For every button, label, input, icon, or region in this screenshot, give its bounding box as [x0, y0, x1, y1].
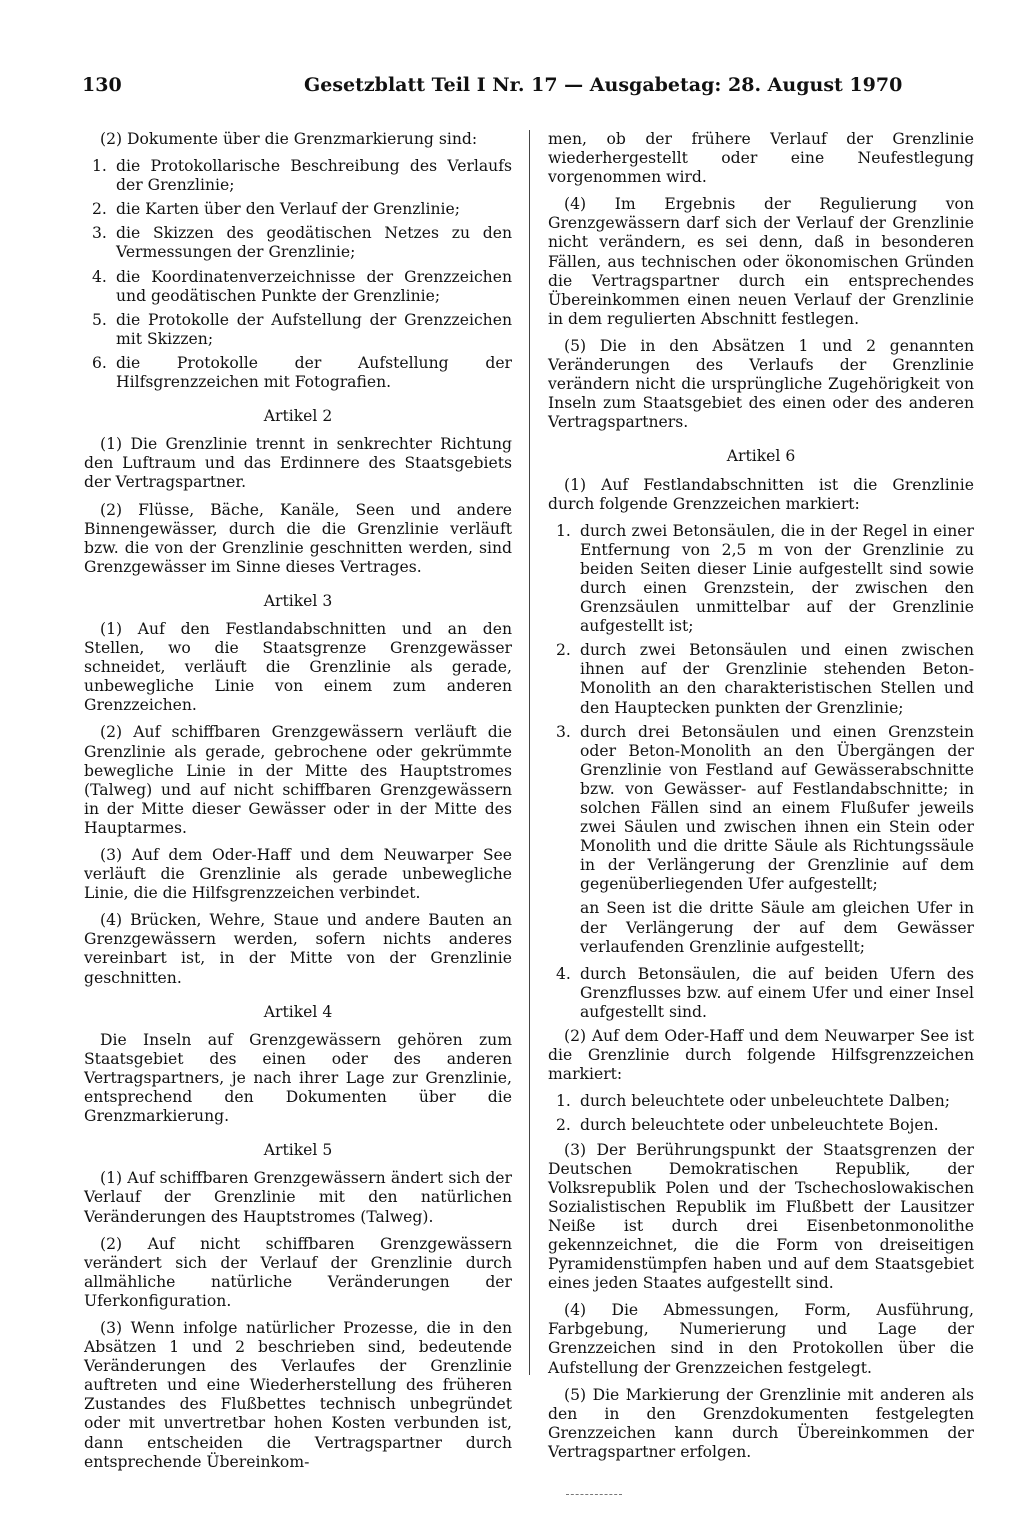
article-heading: Artikel 5 [263, 1141, 333, 1160]
running-title: Gesetzblatt Teil I Nr. 17 — Ausgabetag: 28. August 1970 [304, 74, 903, 96]
list-item: 1. durch beleuchtete oder unbeleuchtete Dalben; [556, 1092, 950, 1111]
page-number: 130 [82, 74, 122, 96]
paragraph: (2) Dokumente über die Grenzmarkierung sind: [100, 130, 478, 148]
list-item: 6. die Protokolle der Aufstellung der Hilfsgrenzzeichen mit Fotografien. [92, 353, 512, 392]
list-item: 3. die Skizzen des geodätischen Netzes zu den Vermessungen der Grenzlinie; [92, 224, 512, 262]
list-item: 2. durch beleuchtete oder unbeleuchtete Bojen. [556, 1116, 939, 1135]
left-column [84, 130, 512, 1480]
article-heading: Artikel 4 [263, 1002, 333, 1021]
list-item: 2. durch zwei Betonsäulen und einen zwischen ihnen auf der Grenzlinie stehenden Beton-Monolith an den charakteristischen Stellen und den Hauptecken punkten der Grenzlinie; [556, 641, 974, 717]
paragraph: (2) Auf schiffbaren Grenzgewässern verläuft die Grenzlinie als gerade, gebrochene oder gekrümmte bewegliche Linie in der Mitte des Hauptstromes (Talweg) und auf nicht schiffbaren Grenzgewässern in der Mitte dieser Gewässer oder in der Mitte des Hauptarmes. [84, 723, 512, 837]
article-heading: Artikel 3 [263, 591, 333, 610]
list-item: 3. durch drei Betonsäulen und einen Grenzstein oder Beton-Monolith an den Übergängen der Grenzlinie von Festland auf Gewässerabschnitte bzw. von Gewässer- auf Festlandabschnitte; in solchen Fällen sind an einem Flußufer jeweils zwei Säulen und zwischen ihnen ein Stein oder Monolith und die dritte Säule als Richtungssäule in der Verlängerung der Grenzlinie auf dem gegenüberliegenden Ufer aufgestellt; [556, 722, 974, 894]
paragraph: Die Inseln auf Grenzgewässern gehören zum Staatsgebiet des einen oder des anderen Vertragspartners, je nach ihrer Lage zur Grenzlinie, entsprechend den Dokumenten über die Grenzmarkierung. [84, 1030, 512, 1126]
paragraph: (1) Die Grenzlinie trennt in senkrechter Richtung den Luftraum und das Erdinnere des Staatsgebiets der Vertragspartner. [84, 435, 512, 492]
article-heading: Artikel 2 [263, 407, 333, 426]
paragraph: (3) Wenn infolge natürlicher Prozesse, die in den Absätzen 1 und 2 beschrieben sind, bedeutende Veränderungen des Verlaufes der Grenzlinie auftreten und eine Wiederherstellung des früheren Zustandes des Flußbettes technisch unbegründet oder mit unvertretbar hohen Kosten verbunden ist, dann entscheiden die Vertragspartner durch entsprechende Übereinkom- [84, 1318, 512, 1471]
list-item: 5. die Protokolle der Aufstellung der Grenzzeichen mit Skizzen; [92, 310, 512, 348]
paragraph: (1) Auf Festlandabschnitten ist die Grenzlinie durch folgende Grenzzeichen markiert: [548, 475, 974, 513]
list-subparagraph: an Seen ist die dritte Säule am gleichen Ufer in der Verlängerung der auf dem Gewässer verlaufenden Grenzlinie aufgestellt; [580, 899, 974, 956]
list-item: 2. die Karten über den Verlauf der Grenzlinie; [92, 200, 460, 219]
paragraph: (2) Flüsse, Bäche, Kanäle, Seen und andere Binnengewässer, durch die die Grenzlinie verläuft bzw. die von der Grenzlinie geschnitten werden, sind Grenzgewässer im Sinne dieses Vertrages. [84, 500, 512, 576]
list-item: 4. durch Betonsäulen, die auf beiden Ufern des Grenzflusses bzw. auf einem Ufer und einer Insel aufgestellt sind. [556, 964, 974, 1021]
right-column [548, 130, 974, 1470]
paragraph: (5) Die in den Absätzen 1 und 2 genannten Veränderungen des Verlaufs der Grenzlinie verändern nicht die ursprüngliche Zugehörigkeit von Inseln zum Staatsgebiet des einen oder des anderen Vertragspartners. [548, 336, 974, 432]
paragraph: (3) Auf dem Oder-Haff und dem Neuwarper See verläuft die Grenzlinie als gerade unbewegliche Linie, die die Hilfsgrenzzeichen verbindet. [84, 846, 512, 903]
list-hilfsgrenzzeichen [548, 1092, 974, 1135]
paragraph: (4) Brücken, Wehre, Staue und andere Bauten an Grenzgewässern werden, sofern nichts anderes vereinbart ist, in der Mitte von der Grenzlinie geschnitten. [84, 911, 512, 987]
paragraph: (1) Auf schiffbaren Grenzgewässern ändert sich der Verlauf der Grenzlinie mit den natürlichen Veränderungen des Hauptstromes (Talweg). [84, 1169, 512, 1226]
paragraph: (4) Im Ergebnis der Regulierung von Grenzgewässern darf sich der Verlauf der Grenzlinie nicht verändern, es sei denn, daß in besonderen Fällen, aus technischen oder ökonomischen Gründen die Vertragspartner durch ein entsprechendes Übereinkommen einen neuen Verlauf der Grenzlinie in dem regulierten Abschnitt festlegen. [548, 195, 974, 328]
paragraph-continuation: men, ob der frühere Verlauf der Grenzlinie wiederhergestellt oder eine Neufestlegung vorgenommen wird. [548, 130, 974, 187]
list-item: 4. die Koordinatenverzeichnisse der Grenzzeichen und geodätischen Punkte der Grenzlinie; [92, 267, 512, 305]
paragraph: (3) Der Berührungspunkt der Staatsgrenzen der Deutschen Demokratischen Republik, der Volksrepublik Polen und der Tschechoslowakischen Sozialistischen Republik im Flußbett der Lausitzer Neiße ist durch drei Eisenbetonmonolithe gekennzeichnet, die die Form von dreiseitigen Pyramidenstümpfen haben und auf dem Staatsgebiet eines jeden Staates aufgestellt sind. [548, 1140, 974, 1293]
column-divider [529, 130, 530, 1375]
paragraph: (2) Auf nicht schiffbaren Grenzgewässern verändert sich der Verlauf der Grenzlinie durch allmähliche natürliche Veränderungen der Uferkonfiguration. [84, 1234, 512, 1310]
paragraph: (1) Auf den Festlandabschnitten und an den Stellen, wo die Staatsgrenze Grenzgewässer schneidet, verläuft die Grenzlinie als gerade, unbewegliche Linie von einem zum anderen Grenzzeichen. [84, 619, 512, 715]
list-item: 1. durch zwei Betonsäulen, die in der Regel in einer Entfernung von 2,5 m von der Grenzlinie zu beiden Seiten dieser Linie aufgestellt sind sowie durch einen Grenzstein, der zwischen den Grenzsäulen unmittelbar auf der Grenzlinie aufgestellt ist; [556, 521, 974, 636]
article-heading: Artikel 6 [726, 447, 796, 466]
list-item: 1. die Protokollarische Beschreibung des Verlaufs der Grenzlinie; [92, 157, 512, 195]
paragraph: (2) Auf dem Oder-Haff und dem Neuwarper See ist die Grenzlinie durch folgende Hilfsgrenzzeichen markiert: [548, 1027, 974, 1084]
paragraph: (4) Die Abmessungen, Form, Ausführung, Farbgebung, Numerierung und Lage der Grenzzeichen sind in den Protokollen über die Aufstellung der Grenzzeichen festgelegt. [548, 1301, 974, 1377]
page-header [82, 74, 903, 104]
footer-rule [566, 1494, 622, 1496]
paragraph: (5) Die Markierung der Grenzlinie mit anderen als den in den Grenzdokumenten festgelegten Grenzzeichen kann durch Übereinkommen der Vertragspartner erfolgen. [548, 1385, 974, 1461]
list-grenzzeichen [548, 522, 974, 1022]
list-dokumente [84, 157, 512, 392]
